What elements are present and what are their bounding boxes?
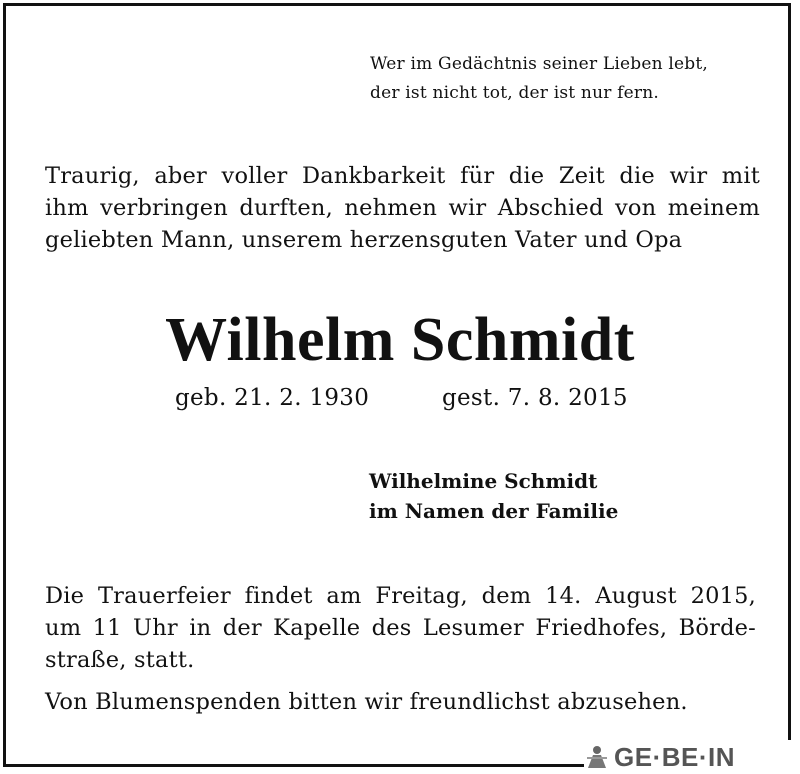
signature-family: im Namen der Familie (369, 499, 619, 523)
intro-line: ihm verbringen durften, nehmen wir Abschied von meinem (45, 195, 760, 221)
intro-line: geliebten Mann, unserem herzensguten Vater und Opa (45, 227, 683, 253)
ceremony-line: Die Trauerfeier findet am Freitag, dem 14. August 2015, (45, 583, 756, 609)
birth-date: geb. 21. 2. 1930 (175, 385, 370, 411)
death-date: gest. 7. 8. 2015 (442, 385, 628, 411)
motto-quote (370, 50, 750, 108)
deceased-name: Wilhelm Schmidt (165, 306, 635, 374)
intro-line: Traurig, aber voller Dankbarkeit für die Zeit die wir mit (45, 163, 760, 189)
signature-name: Wilhelmine Schmidt (369, 469, 598, 493)
ceremony-info (45, 580, 756, 676)
flowers-note: Von Blumenspenden bitten wir freundlichst abzusehen. (45, 689, 688, 715)
intro-text (45, 160, 760, 256)
logo-text: GE·BE·IN (614, 741, 735, 772)
ceremony-line: um 11 Uhr in der Kapelle des Lesumer Friedhofes, Börde- (45, 615, 756, 641)
gebein-logo-icon (584, 744, 610, 770)
gebein-logo (584, 740, 800, 774)
motto-line: Wer im Gedächtnis seiner Lieben lebt, (370, 54, 708, 74)
ceremony-line: straße, statt. (45, 647, 195, 673)
motto-line: der ist nicht tot, der ist nur fern. (370, 83, 659, 103)
signature (369, 466, 618, 526)
